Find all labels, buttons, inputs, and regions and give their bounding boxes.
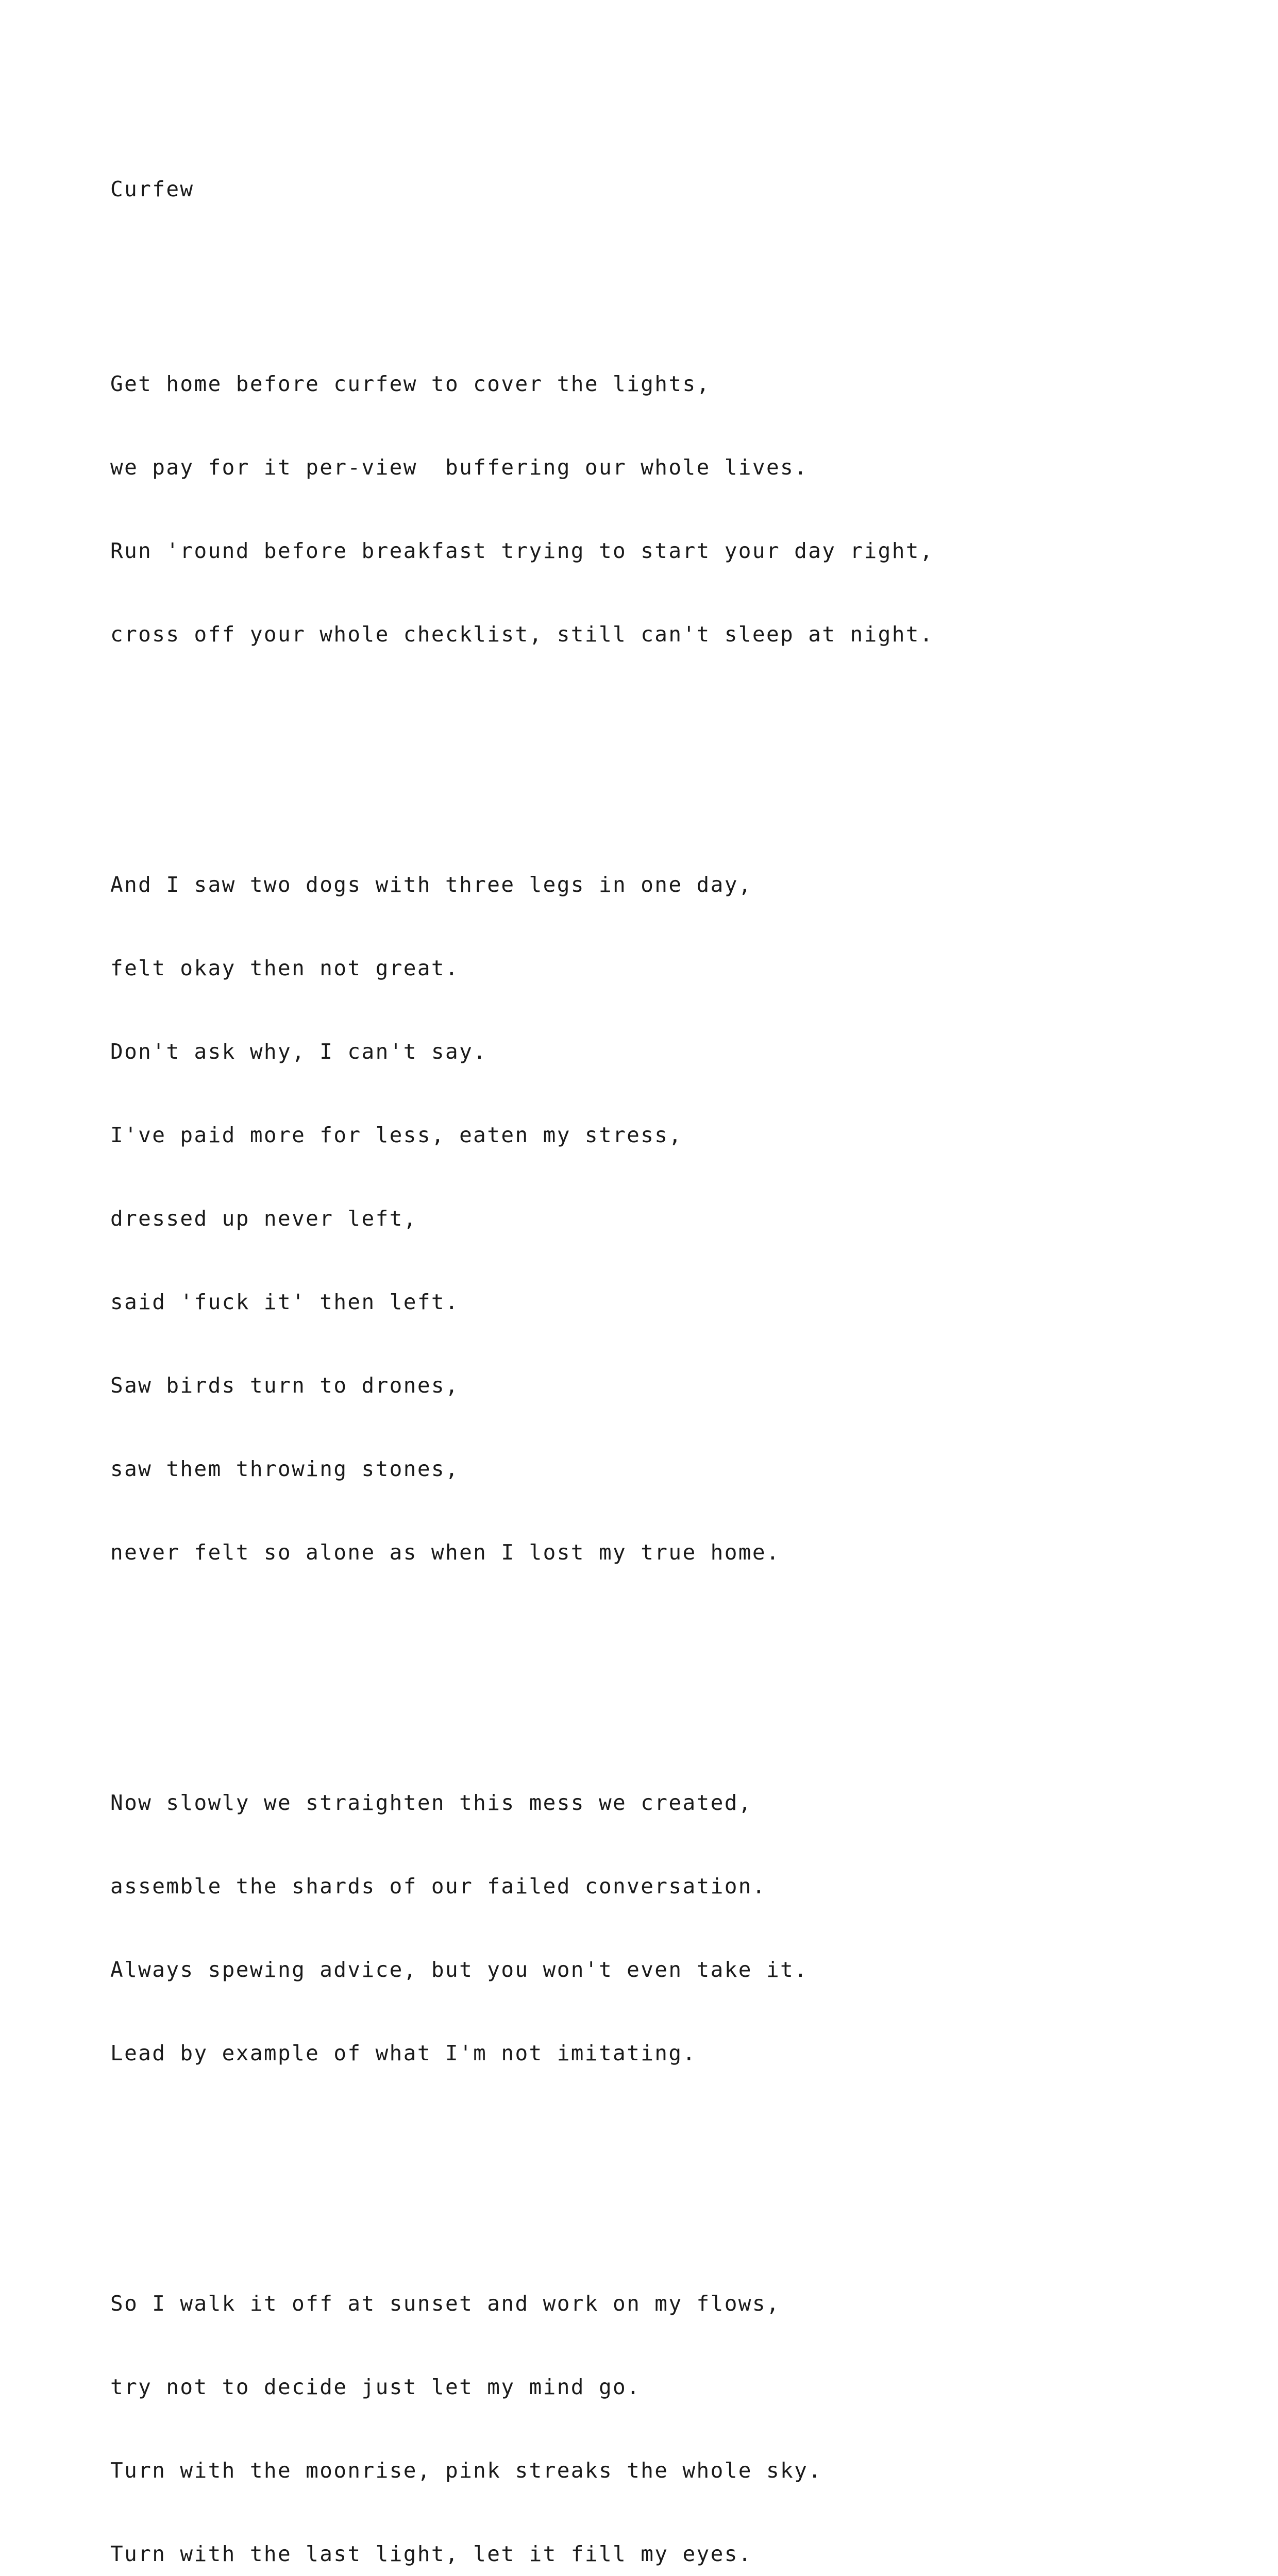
poem-line: I've paid more for less, eaten my stress, (110, 1123, 683, 1147)
poem-line: assemble the shards of our failed conversation. (110, 1874, 766, 1899)
poem-line: dressed up never left, (110, 1206, 417, 1231)
poem-line: Saw birds turn to drones, (110, 1373, 460, 1398)
poem-line: Get home before curfew to cover the lights, (110, 371, 711, 396)
poem-line: never felt so alone as when I lost my true home. (110, 1540, 781, 1565)
stanza-2 (110, 815, 934, 1622)
poem-line: try not to decide just let my mind go. (110, 2375, 641, 2399)
poem-title: Curfew (110, 177, 194, 201)
stanza-4 (110, 2234, 934, 2576)
poem-line: Always spewing advice, but you won't even take it. (110, 1957, 809, 1982)
poem-line: Now slowly we straighten this mess we created, (110, 1790, 752, 1815)
poem-line: And I saw two dogs with three legs in one day, (110, 872, 752, 897)
poem-line: saw them throwing stones, (110, 1456, 460, 1481)
poem-line: we pay for it per-view buffering our whole lives. (110, 455, 809, 480)
poem-line: Don't ask why, I can't say. (110, 1039, 487, 1064)
stanza-3 (110, 1733, 934, 2123)
poem-body (110, 231, 934, 2576)
poem-line: felt okay then not great. (110, 956, 460, 980)
stanza-1 (110, 314, 934, 704)
poem-line: Turn with the last light, let it fill my eyes. (110, 2541, 752, 2566)
poem-line: Turn with the moonrise, pink streaks the whole sky. (110, 2458, 822, 2483)
poem-line: Lead by example of what I'm not imitating. (110, 2041, 697, 2065)
poem-line: Run 'round before breakfast trying to start your day right, (110, 538, 934, 563)
poem-line: So I walk it off at sunset and work on my flows, (110, 2291, 781, 2316)
poem-line: said 'fuck it' then left. (110, 1290, 460, 1314)
poem-line: cross off your whole checklist, still can't sleep at night. (110, 622, 934, 647)
